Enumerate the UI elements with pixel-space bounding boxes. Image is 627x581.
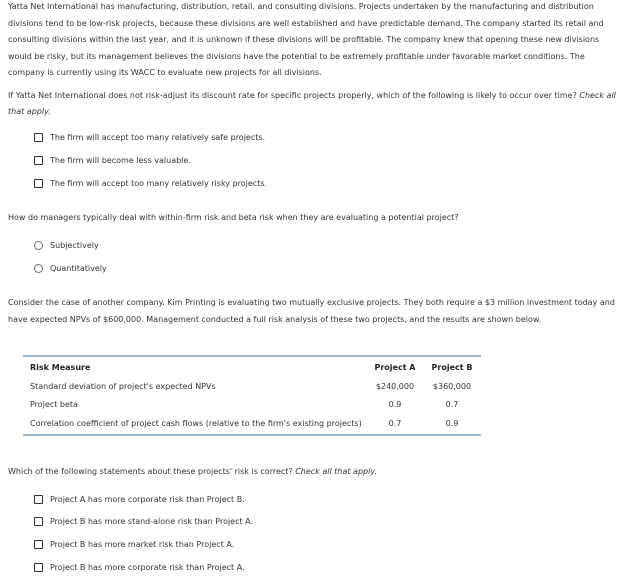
project-a-value: 0.9 [388, 399, 402, 409]
q3-option-3-label: Project B has more market risk than Project A. [50, 539, 235, 549]
question-3-instruction: Check all that apply. [295, 467, 377, 476]
q2-option-1-label: Subjectively [50, 240, 99, 250]
question-3-text: Which of the following statements about these projects' risk is correct? [8, 467, 293, 476]
radio-button[interactable] [34, 241, 43, 250]
q2-option-2-label: Quantitatively [50, 263, 107, 273]
radio-button[interactable] [34, 264, 43, 273]
checkbox[interactable] [34, 517, 43, 526]
row-label: Project beta [30, 399, 78, 409]
table-row [23, 413, 481, 435]
q1-option-1-label: The firm will accept too many relatively safe projects. [50, 132, 266, 142]
project-a-value: $240,000 [375, 381, 415, 391]
q3-option-4[interactable] [34, 560, 245, 574]
risk-table [23, 355, 481, 436]
question-3 [8, 464, 620, 480]
q3-option-3[interactable] [34, 537, 234, 551]
checkbox[interactable] [34, 156, 43, 165]
checkbox[interactable] [34, 179, 43, 188]
project-a-value: 0.7 [388, 419, 402, 428]
table-row [23, 377, 481, 395]
q1-option-3[interactable] [34, 176, 267, 190]
q3-option-1-label: Project A has more corporate risk than Project B. [50, 494, 245, 504]
q3-option-4-label: Project B has more corporate risk than Project A. [50, 562, 245, 572]
project-b-value: 0.9 [445, 419, 459, 428]
q3-option-2[interactable] [34, 514, 253, 528]
header-project-b: Project B [431, 362, 473, 372]
q3-option-2-label: Project B has more stand-alone risk than Project A. [50, 516, 254, 526]
checkbox[interactable] [34, 540, 43, 549]
project-b-value: 0.7 [445, 399, 459, 409]
q1-option-3-label: The firm will accept too many relatively risky projects. [50, 178, 268, 188]
case-paragraph: Consider the case of another company. Kim Printing is evaluating two mutually exclusive projects. They both require a $3 million investment today and have expected NPVs of $600,000. Management conducted a full risk analysis of these two projects, and the results are shown below. [8, 298, 615, 324]
question-1-text: If Yatta Net International does not risk-adjust its discount rate for specific projects properly, which of the following is likely to occur over time? [8, 91, 577, 100]
checkbox[interactable] [34, 133, 43, 142]
row-label: Correlation coefficient of project cash flows (relative to the firm's existing projects) [30, 419, 362, 428]
q1-option-1[interactable] [34, 130, 265, 144]
row-label: Standard deviation of project's expected NPVs [30, 381, 216, 391]
question-1-instruction: Check all that apply. [8, 91, 616, 116]
q3-option-1[interactable] [34, 492, 245, 506]
header-project-a: Project A [374, 362, 416, 372]
question-2: How do managers typically deal with within-firm risk and beta risk when they are evaluating a potential project? [8, 213, 459, 222]
project-b-value: $360,000 [432, 381, 472, 391]
checkbox[interactable] [34, 495, 43, 504]
table-row [23, 395, 481, 413]
q2-option-2[interactable] [34, 261, 107, 275]
intro-paragraph: Yatta Net International has manufacturing, distribution, retail, and consulting divisions. Projects undertaken by the manufacturing and distribution divisions tend to be low-risk projects, because these divisions are well established and have predictable demand. The company started its retail and consulting divisions within the last year, and it is unknown if these divisions will be profitable. The company knew that opening these new divisions would be risky, but its management believes the divisions have the potential to be extremely profitable under favorable market conditions. The company is currently using its WACC to evaluate new projects for all divisions. [8, 2, 604, 77]
q2-option-1[interactable] [34, 238, 99, 252]
q1-option-2[interactable] [34, 153, 191, 167]
q1-option-2-label: The firm will become less valuable. [50, 155, 191, 165]
header-risk-measure: Risk Measure [30, 362, 91, 372]
question-1 [8, 88, 620, 120]
checkbox[interactable] [34, 563, 43, 572]
